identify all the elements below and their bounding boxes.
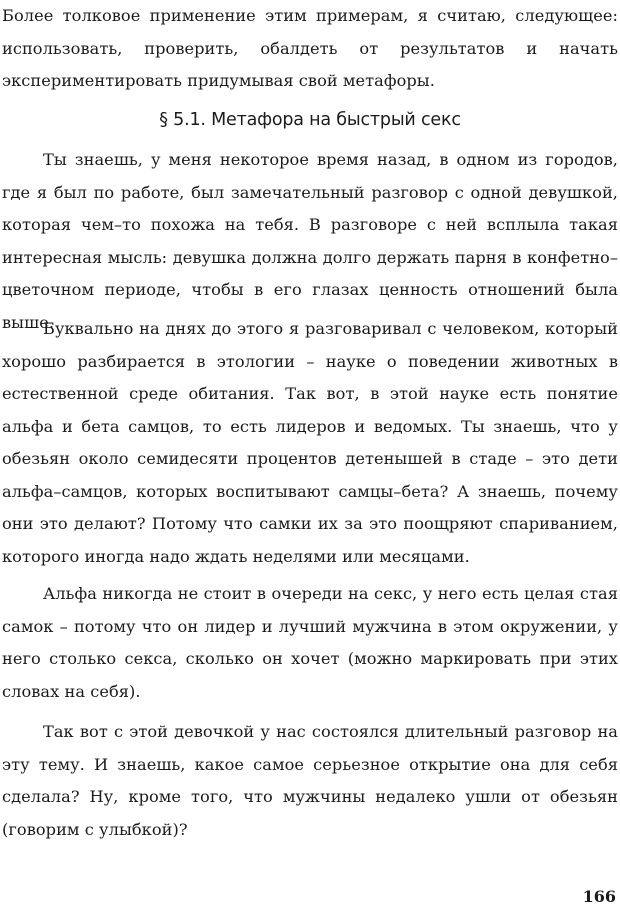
section-heading: § 5.1. Метафора на быстрый секс xyxy=(159,110,461,130)
paragraph-1: Ты знаешь, у меня некоторое время назад, в одном из городов, где я был по работе, был замечательный разговор с одной девушкой, которая чем–то похожа на тебя. В разговоре с ней всплыла такая интересная мысль: девушка должна долго держать парня в конфетно–цветочном периоде, чтобы в его глазах ценность отношений была выше. xyxy=(2,150,618,332)
paragraph-3: Альфа никогда не стоит в очереди на секс, у него есть целая стая самок – потому что он лидер и лучший мужчина в этом окружении, у него столько секса, сколько он хочет (можно маркировать при этих словах на себя). xyxy=(2,584,618,701)
paragraph-intro: Более толковое применение этим примерам, я считаю, следующее: использовать, проверить, обалдеть от результатов и начать экспериментировать придумывая свой метафоры. xyxy=(2,6,618,90)
paragraph-2: Буквально на днях до этого я разговаривал с человеком, который хорошо разбирается в этологии – науке о поведении животных в естественной среде обитания. Так вот, в этой науке есть понятие альфа и бета самцов, то есть лидеров и ведомых. Ты знаешь, что у обезьян около семидесяти процентов детенышей в стаде – это дети альфа–самцов, которых воспитывают самцы–бета? А знаешь, почему они это делают? Потому что самки их за это поощряют спариванием, которого иногда надо ждать неделями или месяцами. xyxy=(2,319,618,566)
page-number: 166 xyxy=(582,887,616,906)
paragraph-4: Так вот с этой девочкой у нас состоялся длительный разговор на эту тему. И знаешь, какое самое серьезное открытие она для себя сделала? Ну, кроме того, что мужчины недалеко ушли от обезьян (говорим с улыбкой)? xyxy=(2,722,618,839)
